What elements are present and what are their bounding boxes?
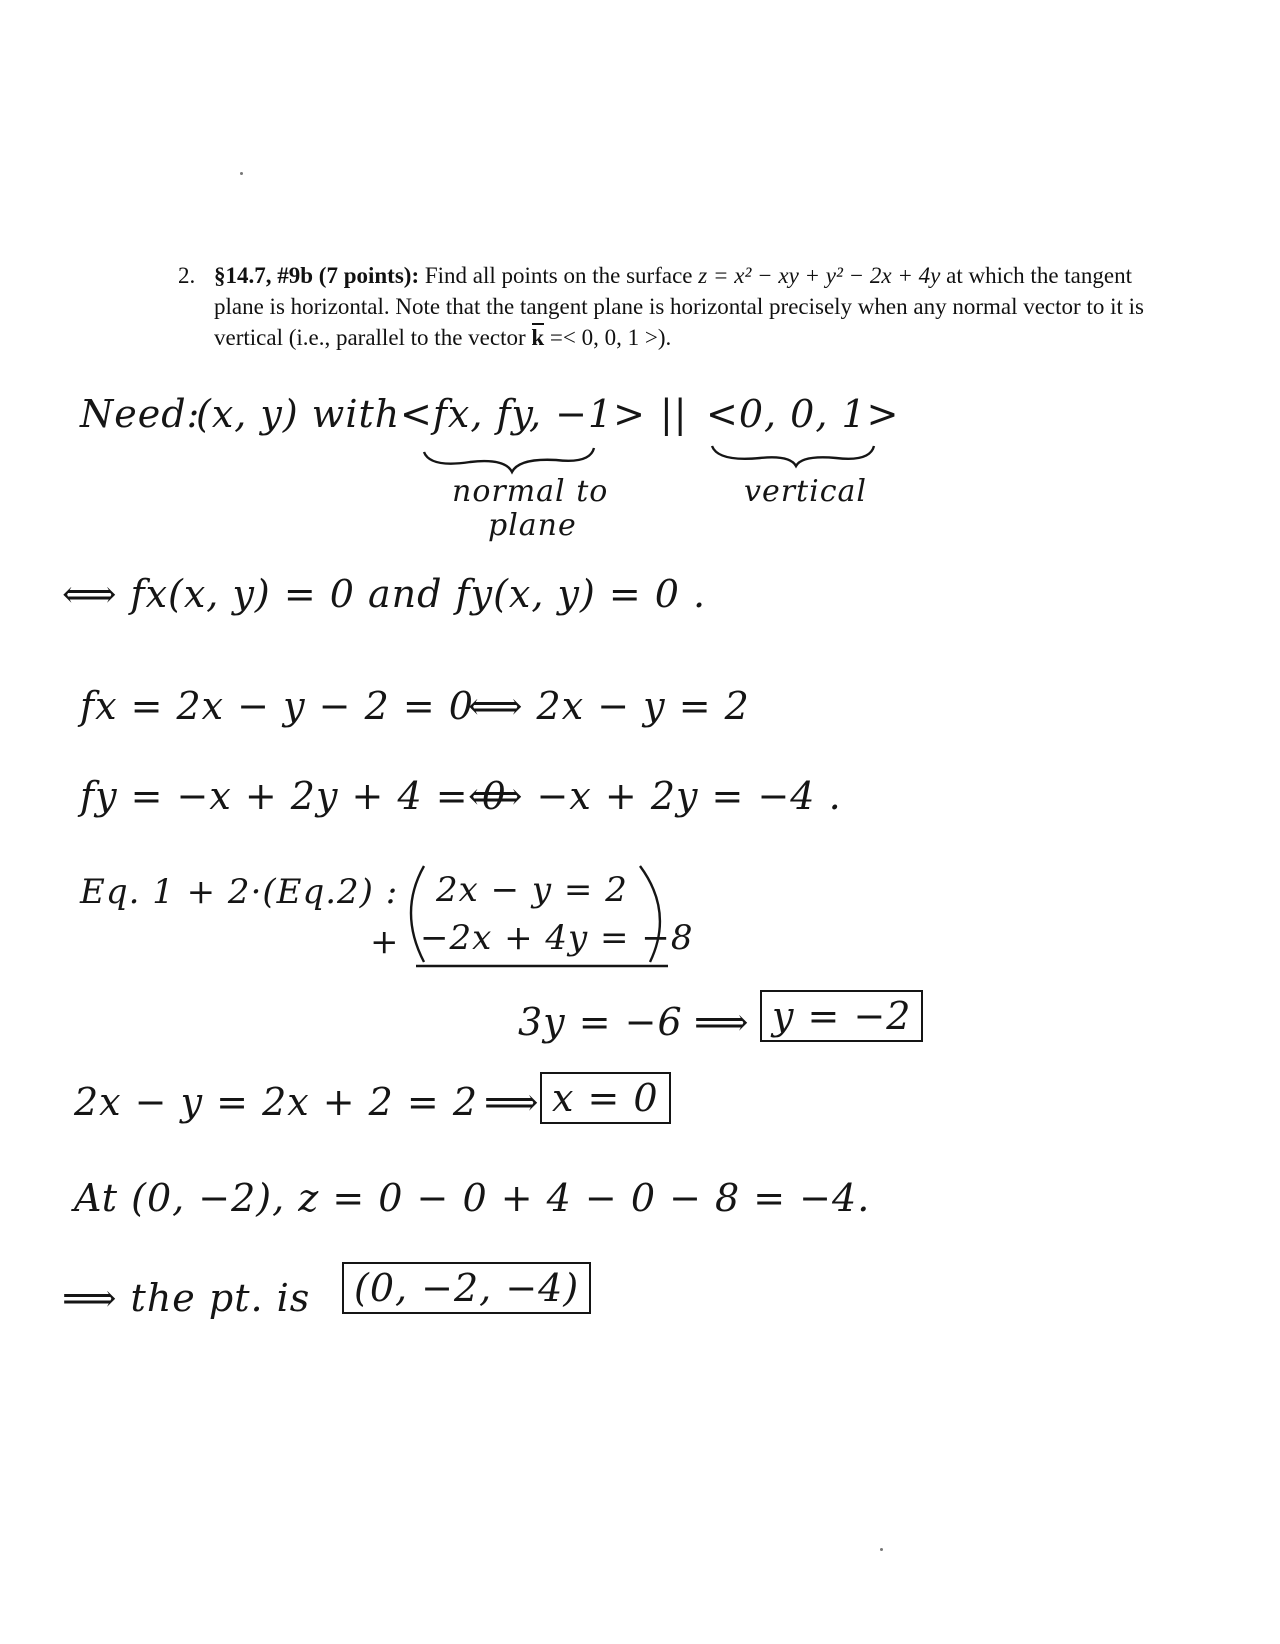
solution-z-evaluation: At (0, −2), z = 0 − 0 + 4 − 0 − 8 = −4. [74, 1176, 871, 1220]
note-plane: plane [488, 508, 577, 543]
solution-fx-result: ⟺ 2x − y = 2 [468, 684, 750, 728]
solution-system-eq2: −2x + 4y = −8 [420, 918, 694, 958]
solution-y-arrow: ⟹ [694, 1000, 750, 1044]
solution-y-answer-box: y = −2 [760, 990, 923, 1042]
left-paren-system [411, 866, 424, 962]
solution-system-eq1: 2x − y = 2 [436, 870, 628, 910]
vector-k-symbol: k [531, 322, 544, 353]
problem-equation: z = x² − xy + y² − 2x + 4y [698, 263, 941, 288]
solution-x-line: 2x − y = 2x + 2 = 2 [74, 1080, 479, 1124]
solution-3y-line: 3y = −6 [518, 1000, 683, 1044]
solution-fy-line: fy = −x + 2y + 4 = 0 [80, 774, 507, 818]
problem-text-after-equation: at which the tangent plane is horizontal. Note that the tangent plane is horizontal precisely when any normal vector to it is vertical (i.e., parallel to the vector [214, 263, 1144, 350]
solution-x-answer-box: x = 0 [540, 1072, 671, 1124]
solution-combine-label: Eq. 1 + 2·(Eq.2) : [80, 872, 399, 912]
solution-need-text: (x, y) with [196, 392, 401, 436]
solution-fy-result: ⟺ −x + 2y = −4 . [468, 774, 842, 818]
solution-fx-line: fx = 2x − y − 2 = 0 [80, 684, 474, 728]
solution-final-answer-box: (0, −2, −4) [342, 1262, 591, 1314]
solution-plus-sign: + [370, 922, 400, 962]
solution-x-arrow: ⟹ [484, 1080, 540, 1124]
solution-need-label: Need: [80, 392, 201, 436]
vector-k-value: =< 0, 0, 1 >). [549, 325, 672, 350]
problem-text-before-equation: Find all points on the surface [424, 263, 693, 288]
solution-normal-vector: <fx, fy, −1> [400, 392, 646, 436]
solution-condition-line: ⟺ fx(x, y) = 0 and fy(x, y) = 0 . [62, 572, 707, 616]
solution-parallel-symbol: || [660, 392, 688, 436]
problem-heading: §14.7, #9b (7 points): [214, 263, 420, 288]
solution-conclusion-label: ⟹ the pt. is [62, 1276, 311, 1320]
problem-number: 2. [178, 263, 196, 288]
note-normal-to: normal to [452, 474, 609, 509]
brace-vertical [712, 446, 874, 466]
solution-vertical-vector: <0, 0, 1> [706, 392, 900, 436]
brace-normal-to-plane [424, 448, 594, 472]
note-vertical: vertical [744, 474, 867, 509]
right-paren-system [640, 866, 660, 962]
